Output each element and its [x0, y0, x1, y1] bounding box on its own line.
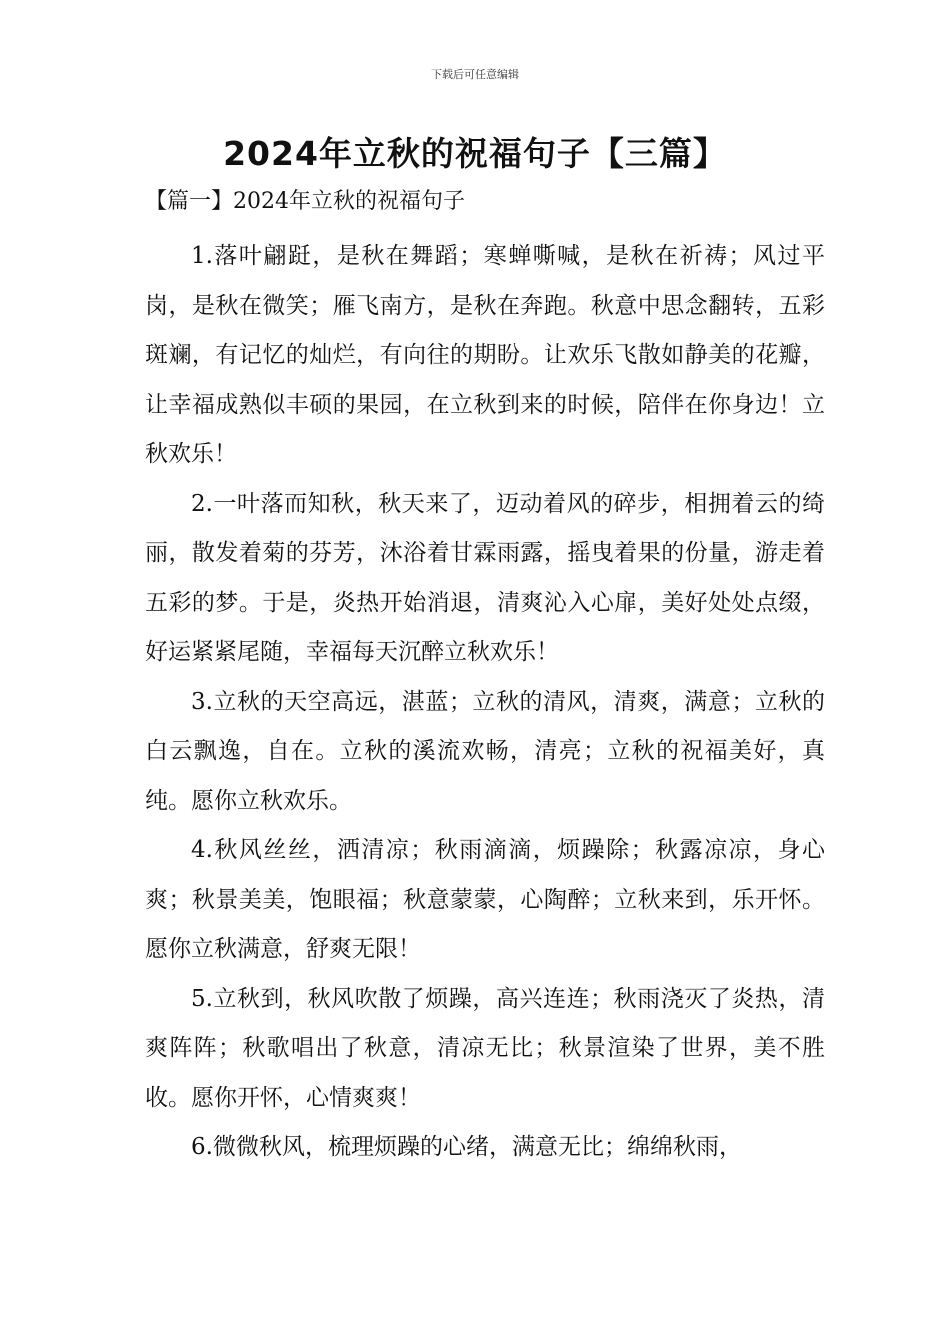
- paragraph-2: 2.一叶落而知秋，秋天来了，迈动着风的碎步，相拥着云的绮丽，散发着菊的芬芳，沐浴着甘霖雨露，摇曳着果的份量，游走着五彩的梦。于是，炎热开始消退，清爽沁入心扉，美好处处点缀，好运紧紧尾随，幸福每天沉醉立秋欢乐！: [145, 490, 825, 665]
- document-title: 2024年立秋的祝福句子【三篇】: [223, 134, 727, 173]
- paragraph-3: 3.立秋的天空高远，湛蓝；立秋的清风，清爽，满意；立秋的白云飘逸，自在。立秋的溪流欢畅，清亮；立秋的祝福美好，真纯。愿你立秋欢乐。: [145, 688, 825, 814]
- header-note: 下载后可任意编辑: [431, 68, 519, 81]
- paragraph-4: 4.秋风丝丝，洒清凉；秋雨滴滴，烦躁除；秋露凉凉，身心爽；秋景美美，饱眼福；秋意蒙蒙，心陶醉；立秋来到，乐开怀。愿你立秋满意，舒爽无限！: [145, 837, 825, 962]
- document-body: [145, 232, 825, 1173]
- paragraph-1: 1.落叶翩跹，是秋在舞蹈；寒蝉嘶喊，是秋在祈祷；风过平岗，是秋在微笑；雁飞南方，是秋在奔跑。秋意中思念翻转，五彩斑斓，有记忆的灿烂，有向往的期盼。让欢乐飞散如静美的花瓣，让幸福成熟似丰硕的果园，在立秋到来的时候，陪伴在你身边！立秋欢乐！: [145, 243, 825, 467]
- paragraph-6: 6.微微秋风，梳理烦躁的心绪，满意无比；绵绵秋雨，: [191, 1134, 742, 1160]
- section-heading: 【篇一】2024年立秋的祝福句子: [145, 189, 465, 214]
- paragraph-5: 5.立秋到，秋风吹散了烦躁，高兴连连；秋雨浇灭了炎热，清爽阵阵；秋歌唱出了秋意，清凉无比；秋景渲染了世界，美不胜收。愿你开怀，心情爽爽！: [145, 985, 825, 1111]
